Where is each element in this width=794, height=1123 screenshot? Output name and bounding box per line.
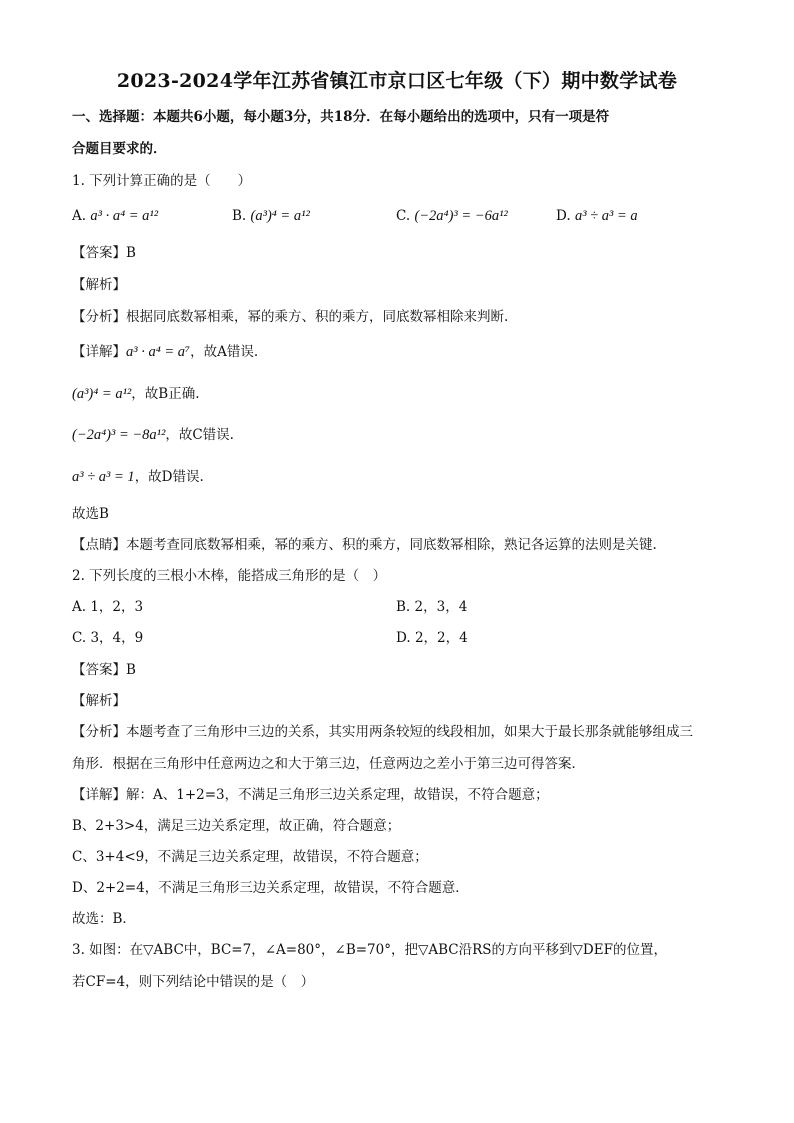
detail-prefix: 【详解】 (72, 344, 126, 360)
q2-stem: 2. 下列长度的三根小木棒，能搭成三角形的是（ ） (72, 568, 387, 584)
page-title: 2023-2024学年江苏省镇江市京口区七年级（下）期中数学试卷 (116, 70, 678, 92)
q2-option-a (72, 597, 143, 617)
option-expr: (a³)⁴ = a¹² (250, 208, 310, 224)
option-letter: A. (72, 599, 87, 615)
option-letter: C. (396, 208, 411, 224)
option-text: 2，2，4 (414, 630, 468, 646)
q1-answer: 【答案】B (72, 245, 136, 261)
q3-line1: 3. 如图：在▽ABC中，BC=7，∠A=80°，∠B=70°，把▽ABC沿RS的方向平移到▽DEF的位置， (72, 942, 667, 958)
option-letter: A. (72, 208, 87, 224)
step-expr: (a³)⁴ = a¹² (72, 386, 132, 402)
q1-option-b (232, 206, 310, 226)
q1-option-c (396, 206, 508, 226)
q2-answer: 【答案】B (72, 662, 136, 678)
q1-dianjing: 【点睛】本题考查同底数幂相乘，幂的乘方、积的乘方，同底数幂相除，熟记各运算的法则是关键. (72, 537, 657, 553)
option-expr: (−2a⁴)³ = −6a¹² (414, 208, 508, 224)
option-text: 1，2，3 (90, 599, 144, 615)
q1-option-a (72, 206, 158, 226)
option-text: 2，3，4 (414, 599, 468, 615)
section-heading-line2: 合题目要求的． (72, 141, 167, 157)
section-heading-line1: 一、选择题：本题共6小题，每小题3分，共18分．在每小题给出的选项中，只有一项是符 (72, 109, 610, 125)
step-text: ，故B正确. (131, 386, 200, 402)
q1-fenxi: 【分析】根据同底数幂相乘，幂的乘方、积的乘方，同底数幂相除来判断. (72, 309, 509, 325)
option-expr: a³ ÷ a³ = a (574, 208, 638, 224)
q1-stem: 1. 下列计算正确的是（ ） (72, 173, 252, 189)
q2-option-b (396, 597, 467, 617)
q1-choose: 故选B (72, 506, 109, 522)
q2-detail-3: C、3+4<9，不满足三边关系定理，故错误，不符合题意； (72, 849, 428, 865)
q1-option-d (556, 206, 638, 226)
step-text: ，故A错误. (190, 344, 259, 360)
option-letter: D. (556, 208, 571, 224)
option-letter: D. (396, 630, 411, 646)
step-expr: a³ · a⁴ = a⁷ (126, 344, 191, 360)
step-text: ，故C错误. (165, 427, 234, 443)
q2-analysis-head: 【解析】 (72, 693, 126, 709)
option-letter: B. (396, 599, 411, 615)
q1-step-2 (72, 384, 200, 404)
q1-analysis-head: 【解析】 (72, 277, 126, 293)
step-expr: a³ ÷ a³ = 1 (72, 469, 135, 485)
q1-step-3 (72, 425, 234, 445)
step-expr: (−2a⁴)³ = −8a¹² (72, 427, 166, 443)
q2-detail-1: 【详解】解：A、1+2=3，不满足三角形三边关系定理，故错误，不符合题意； (72, 787, 549, 803)
option-letter: B. (232, 208, 247, 224)
q3-line2: 若CF=4，则下列结论中错误的是（ ） (72, 974, 315, 990)
q2-choose: 故选：B． (72, 911, 136, 927)
q2-option-c (72, 628, 143, 648)
option-text: 3，4，9 (90, 630, 144, 646)
q1-step-1 (72, 342, 258, 362)
q2-detail-2: B、2+3>4，满足三边关系定理，故正确，符合题意； (72, 818, 401, 834)
q2-fenxi-line1: 【分析】本题考查了三角形中三边的关系，其实用两条较短的线段相加，如果大于最长那条就能够组成三 (72, 724, 693, 740)
q2-fenxi-line2: 角形．根据在三角形中任意两边之和大于第三边，任意两边之差小于第三边可得答案． (72, 756, 585, 772)
option-letter: C. (72, 630, 87, 646)
q2-option-d (396, 628, 468, 648)
q2-detail-4: D、2+2=4，不满足三角形三边关系定理，故错误，不符合题意． (72, 880, 469, 896)
option-expr: a³ · a⁴ = a¹² (90, 208, 159, 224)
step-text: ，故D错误. (134, 469, 204, 485)
q1-step-4 (72, 467, 204, 487)
